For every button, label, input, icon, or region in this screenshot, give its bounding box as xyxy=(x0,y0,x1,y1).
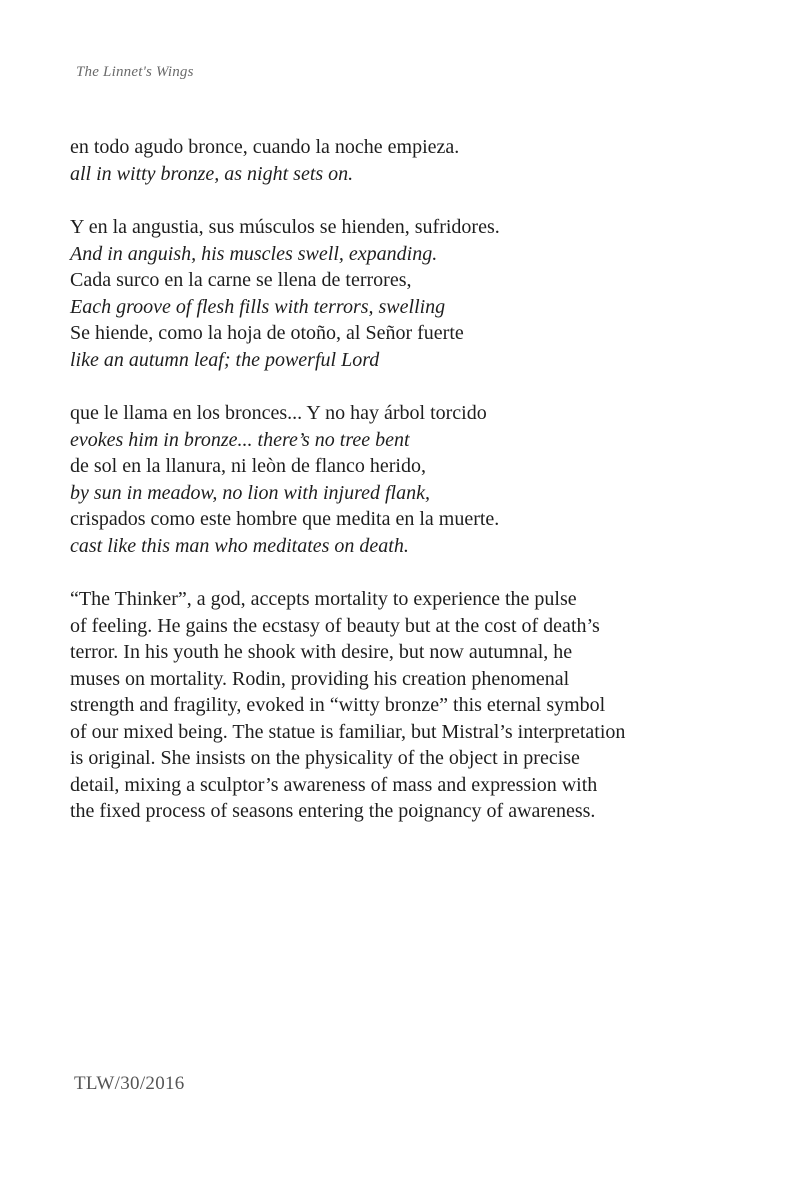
poem-line-english: like an autumn leaf; the powerful Lord xyxy=(70,348,380,371)
stanza-1 xyxy=(70,134,750,187)
commentary-line: detail, mixing a sculptor’s awareness of mass and expression with xyxy=(70,773,598,796)
poem-line-spanish: crispados como este hombre que medita en la muerte. xyxy=(70,508,500,530)
poem-line-spanish: Cada surco en la carne se llena de terrores, xyxy=(70,269,412,291)
poem-line-spanish: Y en la angustia, sus músculos se hienden, sufridores. xyxy=(70,216,500,238)
stanza-2 xyxy=(70,214,750,373)
commentary-line: “The Thinker”, a god, accepts mortality to experience the pulse xyxy=(70,588,577,610)
commentary-line: strength and fragility, evoked in “witty bronze” this eternal symbol xyxy=(70,694,606,716)
poem-line-english: cast like this man who meditates on death. xyxy=(70,534,409,557)
commentary-line: muses on mortality. Rodin, providing his creation phenomenal xyxy=(70,667,570,690)
commentary-line: the fixed process of seasons entering the poignancy of awareness. xyxy=(70,800,596,822)
poem-line-spanish: que le llama en los bronces... Y no hay árbol torcido xyxy=(70,402,487,424)
commentary-line: of feeling. He gains the ecstasy of beauty but at the cost of death’s xyxy=(70,614,600,637)
commentary-line: is original. She insists on the physicality of the object in precise xyxy=(70,747,580,769)
poem-line-english: evokes him in bronze... there’s no tree bent xyxy=(70,428,410,451)
running-header: The Linnet's Wings xyxy=(76,64,194,80)
poem-line-english: And in anguish, his muscles swell, expanding. xyxy=(70,242,438,265)
issue-identifier: TLW/30/2016 xyxy=(74,1073,185,1094)
stanza-3 xyxy=(70,400,750,559)
commentary-line: of our mixed being. The statue is familiar, but Mistral’s interpretation xyxy=(70,720,626,743)
poem-line-spanish: en todo agudo bronce, cuando la noche empieza. xyxy=(70,136,460,158)
page-content xyxy=(70,134,750,825)
poem-line-english: all in witty bronze, as night sets on. xyxy=(70,162,354,185)
poem-line-spanish: de sol en la llanura, ni leòn de flanco herido, xyxy=(70,455,426,477)
poem-line-spanish: Se hiende, como la hoja de otoño, al Señor fuerte xyxy=(70,322,464,344)
poem-line-english: by sun in meadow, no lion with injured flank, xyxy=(70,481,430,504)
poem-line-english: Each groove of flesh fills with terrors, swelling xyxy=(70,295,446,318)
commentary-paragraph xyxy=(70,586,750,825)
commentary-line: terror. In his youth he shook with desire, but now autumnal, he xyxy=(70,641,573,663)
